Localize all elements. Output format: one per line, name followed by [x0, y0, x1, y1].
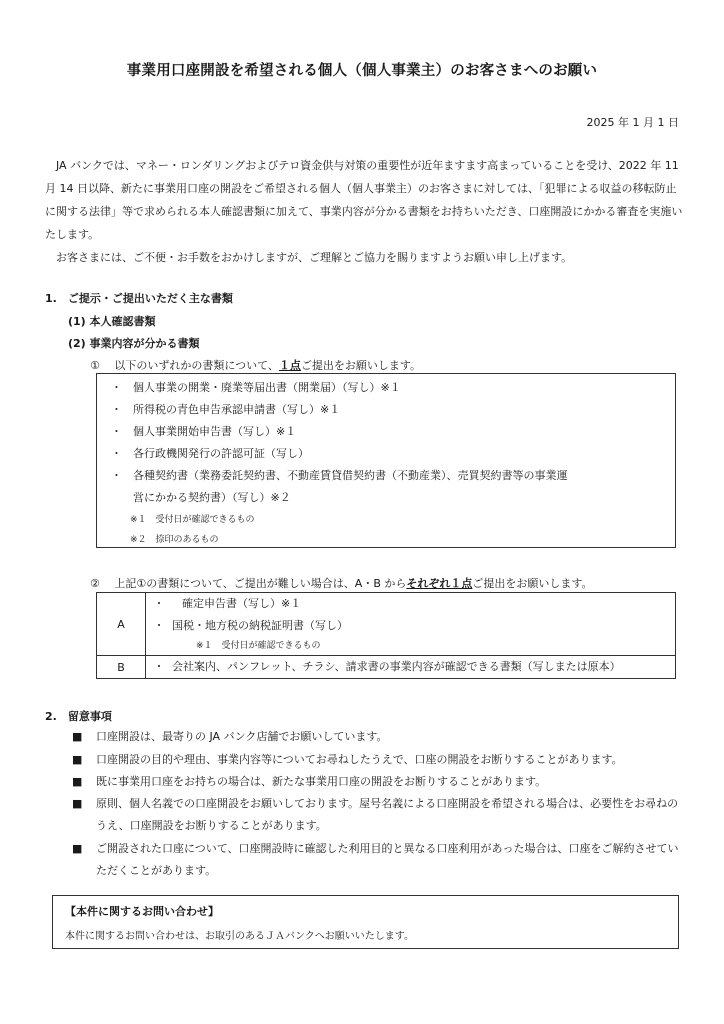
alternative-docs-table: [96, 592, 676, 679]
notice-item: ■ 原則、個人名義での口座開設をお願いしております。屋号名義による口座開設を希望される場合は、必要性をお尋ねのうえ、口座開設をお断りすることがあります。: [72, 797, 679, 832]
emphasis-count: １点: [278, 359, 301, 372]
list-item: ・ 個人事業の開業・廃業等届出書（開業届）（写し）※１: [111, 381, 401, 394]
instruction-text: 以下のいずれかの書類について、: [114, 359, 279, 372]
document-title: 事業用口座開設を希望される個人（個人事業主）のお客さまへのお願い: [126, 63, 598, 79]
list-item: ・ 会社案内、パンフレット、チラシ、請求書の事業内容が確認できる書類（写しまたは原本）: [153, 660, 621, 673]
list-item: ・ 確定申告書（写し）※１: [153, 597, 302, 610]
row-label-b: B: [97, 656, 146, 679]
footnote: ※２ 捺印のあるもの: [130, 535, 219, 545]
row-a-content: [146, 593, 676, 656]
notice-item: ■ 口座開設は、最寄りの JA バンク店舗でお願いしています。: [72, 730, 388, 743]
list-item: ・ 所得税の青色申告承認申請書（写し）※１: [111, 403, 341, 416]
instruction-text: ご提出をお願いします。: [472, 577, 593, 590]
list-item: ・ 個人事業開始申告書（写し）※１: [111, 425, 297, 438]
list-item: ・ 各種契約書（業務委託契約書、不動産賃貸借契約書（不動産業）、売買契約書等の事業運: [111, 469, 568, 482]
intro-text-2: お客さまには、ご不便・お手数をおかけしますが、ご理解とご協力を賜りますようお願い申し上げます。: [56, 251, 573, 264]
intro-paragraph: [45, 154, 685, 269]
notice-item: ■ ご開設された口座について、口座開設時に確認した利用目的と異なる口座利用があった場合は、口座をご解約させていただくことがあります。: [72, 842, 679, 877]
document-date: 2025 年 1 月 1 日: [586, 116, 679, 129]
instruction-1: [90, 357, 421, 373]
notice-item: ■ 既に事業用口座をお持ちの場合は、新たな事業用口座の開設をお断りすることがあります。: [72, 775, 547, 788]
contact-box: [52, 895, 679, 949]
contact-heading: 【本件に関するお問い合わせ】: [65, 905, 219, 918]
list-item: ・ 各行政機関発行の許認可証（写し）: [111, 447, 309, 460]
item-number: ②: [90, 577, 100, 590]
footnote: ※１ 受付日が確認できるもの: [130, 515, 255, 525]
footnote: ※１ 受付日が確認できるもの: [196, 641, 321, 651]
subsection-identity-docs: (1) 本人確認書類: [68, 315, 156, 328]
row-label-a: A: [97, 593, 146, 656]
contact-body: 本件に関するお問い合わせは、お取引のあるＪＡバンクへお願いいたします。: [65, 931, 414, 942]
instruction-text: ご提出をお願いします。: [300, 359, 422, 372]
subsection-business-docs: (2) 事業内容が分かる書類: [68, 337, 200, 350]
intro-text-1: JA バンクでは、マネー・ロンダリングおよびテロ資金供与対策の重要性が近年ますます高まっていることを受け、2022 年 11 月 14 日以降、新たに事業用口座の開設をご希望される個人（個人事業主）のお客さまに対しては、「犯罪による収益の移転防止に関する法律」等で求められる本人確認書類に加えて、事業内容が分かる書類をお持ちいただき、口座開設にかかる審査を実施いたします。: [45, 159, 683, 241]
section-2-heading: 2. 留意事項: [45, 710, 112, 723]
document-list-box: [96, 373, 676, 548]
row-b-content: [146, 656, 676, 679]
section-1-heading: 1. ご提示・ご提出いただく主な書類: [45, 292, 233, 305]
notice-item: ■ 口座開設の目的や理由、事業内容等についてお尋ねしたうえで、口座の開設をお断りすることがあります。: [72, 753, 623, 766]
list-item-continuation: 営にかかる契約書）（写し）※２: [133, 491, 291, 504]
table-row: [97, 656, 676, 679]
item-number: ①: [90, 359, 100, 372]
instruction-text: 上記①の書類について、ご提出が難しい場合は、A・B から: [114, 577, 407, 590]
table-row: [97, 593, 676, 656]
instruction-2: [90, 575, 593, 591]
emphasis-count: それぞれ１点: [406, 577, 473, 590]
list-item: ・ 国税・地方税の納税証明書（写し）: [153, 619, 348, 632]
